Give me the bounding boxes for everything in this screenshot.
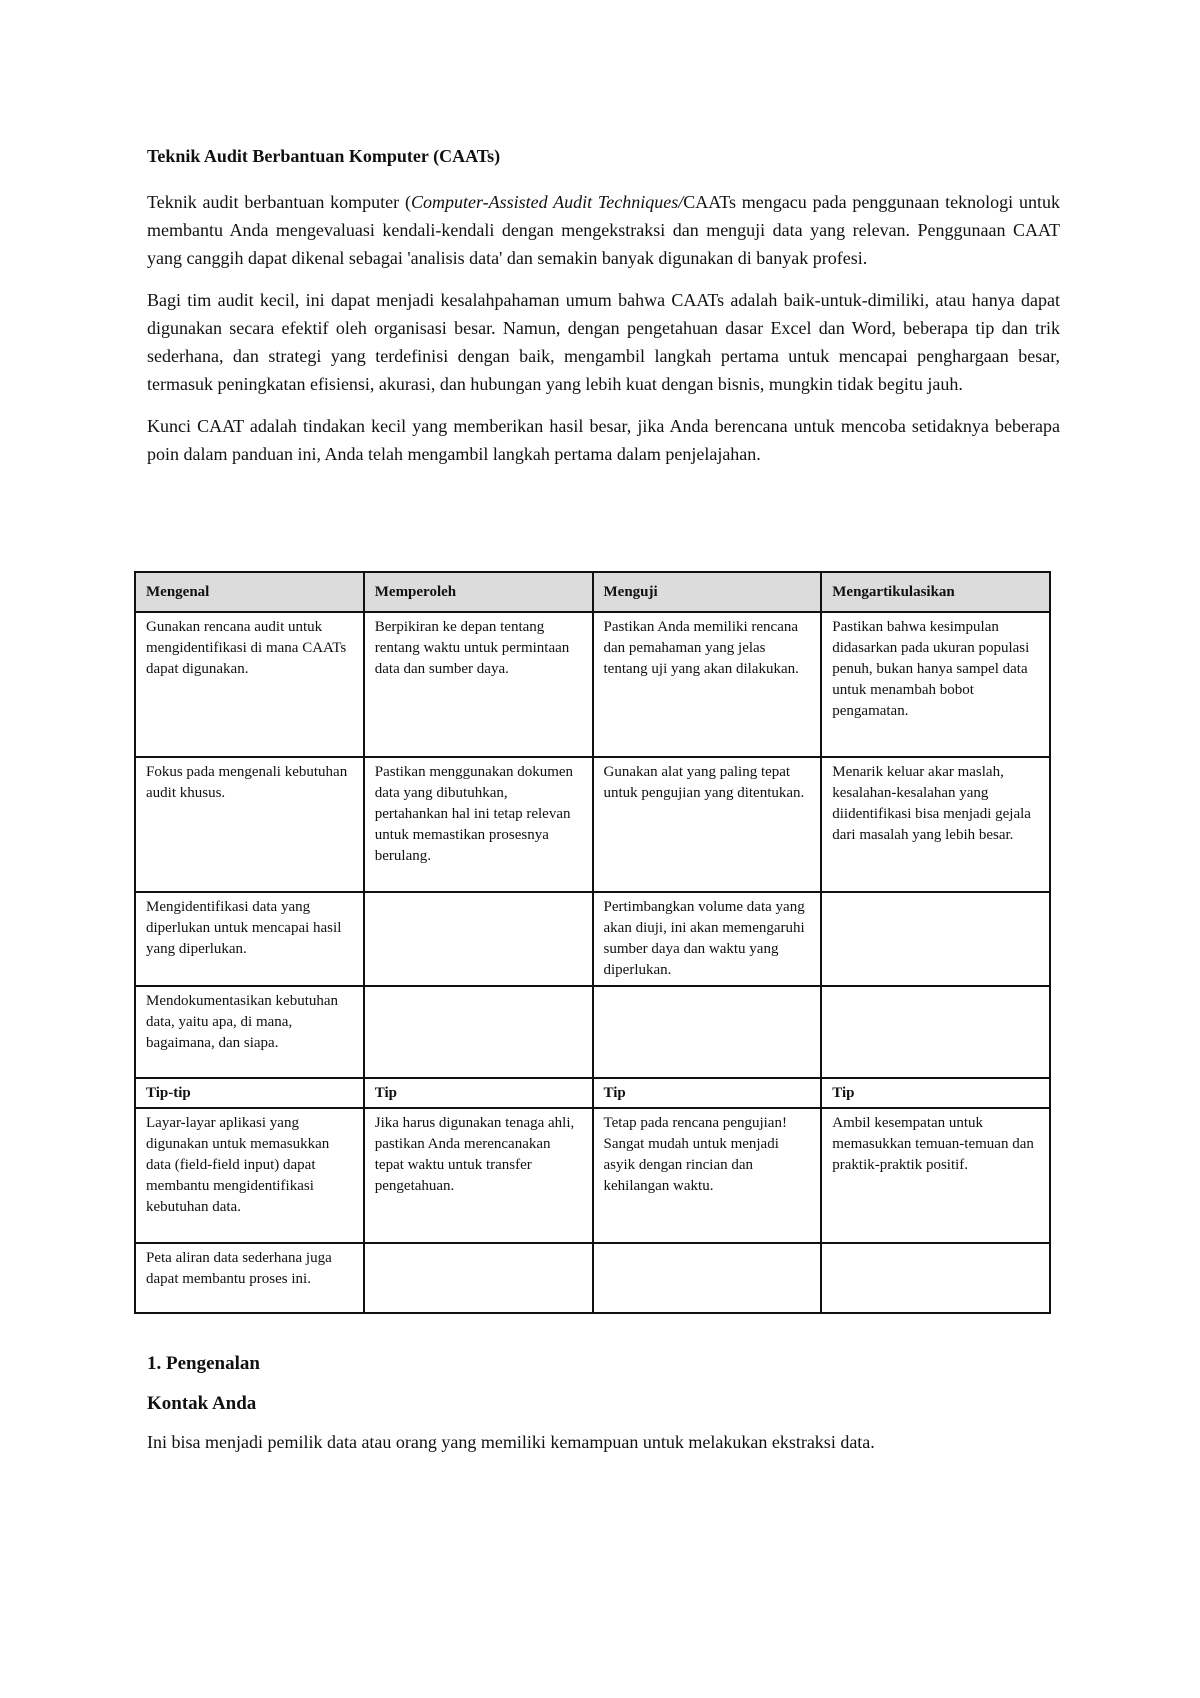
table-cell: Menarik keluar akar maslah, kesalahan-kesalahan yang diidentifikasi bisa menjadi gejala dari masalah yang lebih besar.: [821, 757, 1050, 892]
table-cell: [593, 986, 822, 1078]
table-cell: Berpikiran ke depan tentang rentang waktu untuk permintaan data dan sumber daya.: [364, 612, 593, 757]
table-cell: [364, 986, 593, 1078]
table-cell: Mendokumentasikan kebutuhan data, yaitu apa, di mana, bagaimana, dan siapa.: [135, 986, 364, 1078]
table-cell: Peta aliran data sederhana juga dapat membantu proses ini.: [135, 1243, 364, 1313]
section-text: Ini bisa menjadi pemilik data atau orang yang memiliki kemampuan untuk melakukan ekstraksi data.: [147, 1432, 875, 1452]
header-cell: Mengenal: [135, 572, 364, 612]
table-row: [135, 1108, 1050, 1243]
table-cell: [821, 892, 1050, 986]
header-cell: Menguji: [593, 572, 822, 612]
table-cell: Pertimbangkan volume data yang akan diuji, ini akan memengaruhi sumber daya dan waktu yang diperlukan.: [593, 892, 822, 986]
table-cell: [593, 1243, 822, 1313]
document-title: Teknik Audit Berbantuan Komputer (CAATs): [147, 146, 501, 166]
paragraph-1-post: CAATs mengacu pada penggunaan teknologi untuk membantu Anda mengevaluasi kendali-kendali dengan mengekstraksi dan menguji data yang relevan. Penggunaan CAAT yang canggih dapat dikenal sebagai 'analisis data' dan semakin banyak digunakan di banyak profesi.: [147, 192, 1060, 268]
header-cell: Memperoleh: [364, 572, 593, 612]
tip-header-cell: Tip: [821, 1078, 1050, 1108]
section-subheading: Kontak Anda: [147, 1393, 257, 1414]
table-row: [135, 1243, 1050, 1313]
section-heading: 1. Pengenalan: [147, 1353, 260, 1374]
tip-header-cell: Tip: [593, 1078, 822, 1108]
paragraph-3: Kunci CAAT adalah tindakan kecil yang memberikan hasil besar, jika Anda berencana untuk mencoba setidaknya beberapa poin dalam panduan ini, Anda telah mengambil langkah pertama dalam penjelajahan.: [147, 416, 1060, 464]
table-cell: Gunakan rencana audit untuk mengidentifikasi di mana CAATs dapat digunakan.: [135, 612, 364, 757]
tip-header-row: [135, 1078, 1050, 1108]
tip-header-cell: Tip: [364, 1078, 593, 1108]
table-cell: Layar-layar aplikasi yang digunakan untuk memasukkan data (field-field input) dapat membantu mengidentifikasi kebutuhan data.: [135, 1108, 364, 1243]
table-cell: Fokus pada mengenali kebutuhan audit khusus.: [135, 757, 364, 892]
table-cell: [821, 986, 1050, 1078]
table-cell: Pastikan bahwa kesimpulan didasarkan pada ukuran populasi penuh, bukan hanya sampel data untuk menambah bobot pengamatan.: [821, 612, 1050, 757]
table-row: [135, 986, 1050, 1078]
tip-header-cell: Tip-tip: [135, 1078, 364, 1108]
table-row: [135, 612, 1050, 757]
table-cell: Tetap pada rencana pengujian! Sangat mudah untuk menjadi asyik dengan rincian dan kehilangan waktu.: [593, 1108, 822, 1243]
table-cell: Gunakan alat yang paling tepat untuk pengujian yang ditentukan.: [593, 757, 822, 892]
table-cell: [364, 1243, 593, 1313]
paragraph-1-pre: Teknik audit berbantuan komputer (: [147, 192, 411, 212]
table-cell: [364, 892, 593, 986]
table-row: [135, 892, 1050, 986]
caat-table: [134, 571, 1051, 1314]
header-cell: Mengartikulasikan: [821, 572, 1050, 612]
table-cell: Pastikan Anda memiliki rencana dan pemahaman yang jelas tentang uji yang akan dilakukan.: [593, 612, 822, 757]
table-header-row: [135, 572, 1050, 612]
table-row: [135, 757, 1050, 892]
table-cell: Jika harus digunakan tenaga ahli, pastikan Anda merencanakan tepat waktu untuk transfer pengetahuan.: [364, 1108, 593, 1243]
table-cell: Ambil kesempatan untuk memasukkan temuan-temuan dan praktik-praktik positif.: [821, 1108, 1050, 1243]
intro-block: [147, 142, 1060, 482]
table-cell: Mengidentifikasi data yang diperlukan untuk mencapai hasil yang diperlukan.: [135, 892, 364, 986]
paragraph-2: Bagi tim audit kecil, ini dapat menjadi kesalahpahaman umum bahwa CAATs adalah baik-untuk-dimiliki, atau hanya dapat digunakan secara efektif oleh organisasi besar. Namun, dengan pengetahuan dasar Excel dan Word, beberapa tip dan trik sederhana, dan strategi yang terdefinisi dengan baik, mengambil langkah pertama untuk mencapai penghargaan besar, termasuk peningkatan efisiensi, akurasi, dan hubungan yang lebih kuat dengan bisnis, mungkin tidak begitu jauh.: [147, 290, 1060, 394]
table-cell: Pastikan menggunakan dokumen data yang dibutuhkan, pertahankan hal ini tetap relevan untuk memastikan prosesnya berulang.: [364, 757, 593, 892]
table-cell: [821, 1243, 1050, 1313]
paragraph-1: [147, 188, 1060, 272]
section-pengenalan: [147, 1350, 1060, 1470]
paragraph-1-italic: Computer-Assisted Audit Techniques/: [410, 192, 684, 212]
